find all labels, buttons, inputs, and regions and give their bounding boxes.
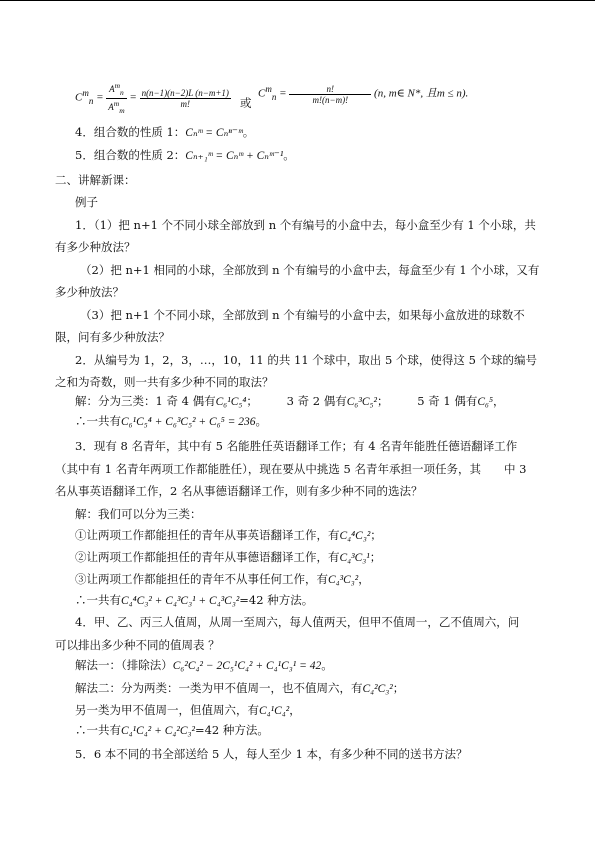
problem-4-method-2-other	[75, 702, 301, 719]
method-1-label: 解法一：（排除法）	[75, 658, 173, 672]
problem-3-line-1: 3．现有 8 名青年，其中有 5 名能胜任英语翻译工作；有 4 名青年能胜任德语翻译工作	[75, 439, 518, 453]
sol2-total-label: ∴一共有	[75, 414, 121, 428]
property-2	[75, 147, 295, 164]
frac-a-num	[106, 81, 126, 99]
formula-lhs: C	[75, 91, 83, 104]
case-1-end: ；	[370, 528, 382, 542]
method-2-end: ；	[392, 681, 405, 695]
section-heading: 二、讲解新课：	[55, 173, 136, 187]
frac-factorial-num: n!	[289, 84, 371, 95]
frac-a-num-sub: n	[120, 87, 124, 97]
problem-2-line-1: 2．从编号为 1，2，3，…，10，11 的共 11 个球中，取出 5 个球，使得这 5 个球的编号	[75, 353, 538, 367]
top-rule	[0, 0, 595, 1]
problem-1-line-2: 有多少种放法？	[55, 240, 136, 254]
problem-3-line-2: （其中有 1 名青年两项工作都能胜任），现在要从中挑选 5 名青年承担一项任务，其 中 3	[55, 462, 527, 476]
rhs-sup: m	[265, 84, 272, 94]
method-1-end: 。	[321, 658, 333, 672]
eq-sign: =	[279, 87, 287, 100]
rhs-base: C	[258, 87, 266, 100]
formula-condition: (n, m∈ N*, 且m ≤ n)	[374, 87, 466, 100]
property-1-formula: Cₙᵐ = Cₙⁿ⁻ᵐ	[185, 127, 243, 139]
examples-heading: 例子	[75, 195, 98, 209]
problem-4-total	[75, 722, 269, 739]
problem-3-case-1	[75, 527, 382, 544]
frac-product	[140, 88, 231, 109]
method-2-formula: C₄²C₃²	[362, 683, 393, 695]
method-1-formula: C₆²C₄² − 2C₅¹C₄² + C₄¹C₃¹ = 42	[172, 660, 322, 672]
other-case-label: 另一类为甲不值周一，但值周六，有	[75, 703, 259, 717]
problem-5-line-1: 5．6 本不同的书全部送给 5 人，每人至少 1 本，有多少种不同的送书方法？	[75, 747, 468, 761]
combination-formula-factorial	[258, 76, 468, 110]
total-result: =42 种方法。	[239, 593, 314, 607]
case-3-formula: C₄³C₃²	[328, 574, 359, 586]
case-1-text: ①让两项工作都能担任的青年从事英语翻译工作，有	[75, 528, 340, 542]
sol2-formula-3: C₆⁵	[477, 396, 494, 408]
problem-2-solution-1	[75, 393, 505, 410]
frac-a-den-base: A	[108, 101, 114, 112]
frac-a-ratio	[106, 81, 126, 116]
frac-a-den-sub: m	[119, 105, 125, 115]
total-label: ∴一共有	[75, 593, 121, 607]
problem-1-part3-line-2: 限，问有多少种放法？	[55, 330, 170, 344]
period: 。	[242, 125, 255, 139]
property-1-label: 4．组合数的性质 1：	[75, 125, 186, 139]
case-2-end: ；	[369, 550, 382, 564]
sol2-case3: ； 5 奇 1 偶有	[377, 394, 478, 408]
problem-4-method-1	[75, 657, 333, 674]
property-2-label: 5．组合数的性质 2：	[75, 148, 186, 162]
formula-end: .	[465, 87, 469, 100]
problem-4-line-1: 4．甲、乙、丙三人值周，从周一至周六，每人值两天，但甲不值周一，乙不值周六，问	[75, 615, 520, 629]
eq-sign: =	[129, 91, 137, 104]
frac-a-num-sup: m	[114, 80, 121, 90]
frac-factorial	[289, 84, 371, 105]
problem-2-solution-2	[75, 413, 267, 430]
case-2-formula: C₄³C₃¹	[339, 552, 370, 564]
sol2-formula-2: C₆³C₅²	[346, 396, 377, 408]
other-case-formula: C₄¹C₄²	[259, 705, 290, 717]
case-3-end: ，	[358, 572, 370, 586]
combination-formula	[75, 80, 231, 115]
total-formula: C₄⁴C₃² + C₄³C₃¹ + C₄³C₃²	[121, 595, 240, 607]
method-2-label: 解法二：分为两类：一类为甲不值周一，也不值周六，有	[75, 681, 363, 695]
formula-lhs-sup: m	[82, 88, 89, 98]
formula-lhs-sub: n	[88, 95, 94, 106]
problem-3-case-3	[75, 571, 370, 588]
property-1	[75, 124, 254, 141]
problem-3-solution-intro: 解：我们可以分为三类：	[75, 507, 202, 521]
problem-1-part3-line-1: （3）把 n+1 个不同小球，全部放到 n 个有编号的小盒中去，如果每小盒放进的球数不	[80, 308, 525, 322]
sol2-comma: ，	[493, 394, 505, 408]
case-2-text: ②让两项工作都能担任的青年从事德语翻译工作，有	[75, 550, 340, 564]
problem-1-part2-line-2: 多少种放法？	[55, 285, 124, 299]
sol2-total-formula: C₆¹C₅⁴ + C₆³C₅² + C₆⁵ = 236	[121, 416, 256, 428]
total-result: =42 种方法。	[194, 723, 269, 737]
problem-2-line-2: 之和为奇数，则一共有多少种不同的取法？	[55, 375, 274, 389]
frac-a-den	[106, 99, 126, 116]
problem-1-part2-line-1: （2）把 n+1 相同的小球，全部放到 n 个有编号的小盒中去，每盒至少有 1 个小球，又有	[80, 263, 540, 277]
other-case-end: ，	[289, 703, 301, 717]
frac-a-num-base: A	[109, 83, 115, 94]
problem-1-line-1: 1．（1）把 n+1 个不同小球全部放到 n 个有编号的小盒中去，每小盒至少有 1 个小球，共	[75, 218, 536, 232]
period: 。	[283, 148, 295, 162]
eq-sign: =	[96, 91, 104, 104]
total-label: ∴一共有	[75, 723, 121, 737]
problem-4-line-2: 可以排出多少种不同的值周表 ？	[55, 638, 220, 652]
property-2-formula: Cₙ₊₁ᵐ = Cₙᵐ + Cₙᵐ⁻¹	[185, 150, 284, 162]
case-3-text: ③让两项工作都能担任的青年不从事任何工作，有	[75, 572, 328, 586]
problem-4-method-2	[75, 680, 404, 697]
problem-3-line-3: 名从事英语翻译工作，2 名从事德语翻译工作，则有多少种不同的选法？	[55, 484, 423, 498]
problem-3-case-2	[75, 549, 381, 566]
frac-product-den: m!	[180, 98, 190, 109]
sol2-end: 。	[255, 414, 267, 428]
sol2-case2: ； 3 奇 2 偶有	[246, 394, 347, 408]
frac-a-den-sup: m	[113, 98, 120, 108]
total-formula: C₄¹C₄² + C₄²C₃²	[121, 725, 195, 737]
sol2-formula-1: C₆¹C₅⁴	[215, 396, 247, 408]
or-word: 或	[240, 96, 252, 110]
sol2-case1: 解：分为三类：1 奇 4 偶有	[75, 394, 216, 408]
frac-factorial-den: m!(n−m)!	[312, 94, 349, 105]
case-1-formula: C₄⁴C₃²	[339, 530, 371, 542]
rhs-sub: n	[271, 91, 277, 102]
problem-3-total	[75, 592, 313, 609]
frac-product-num: n(n−1)(n−2)L (n−m+1)	[141, 87, 229, 98]
